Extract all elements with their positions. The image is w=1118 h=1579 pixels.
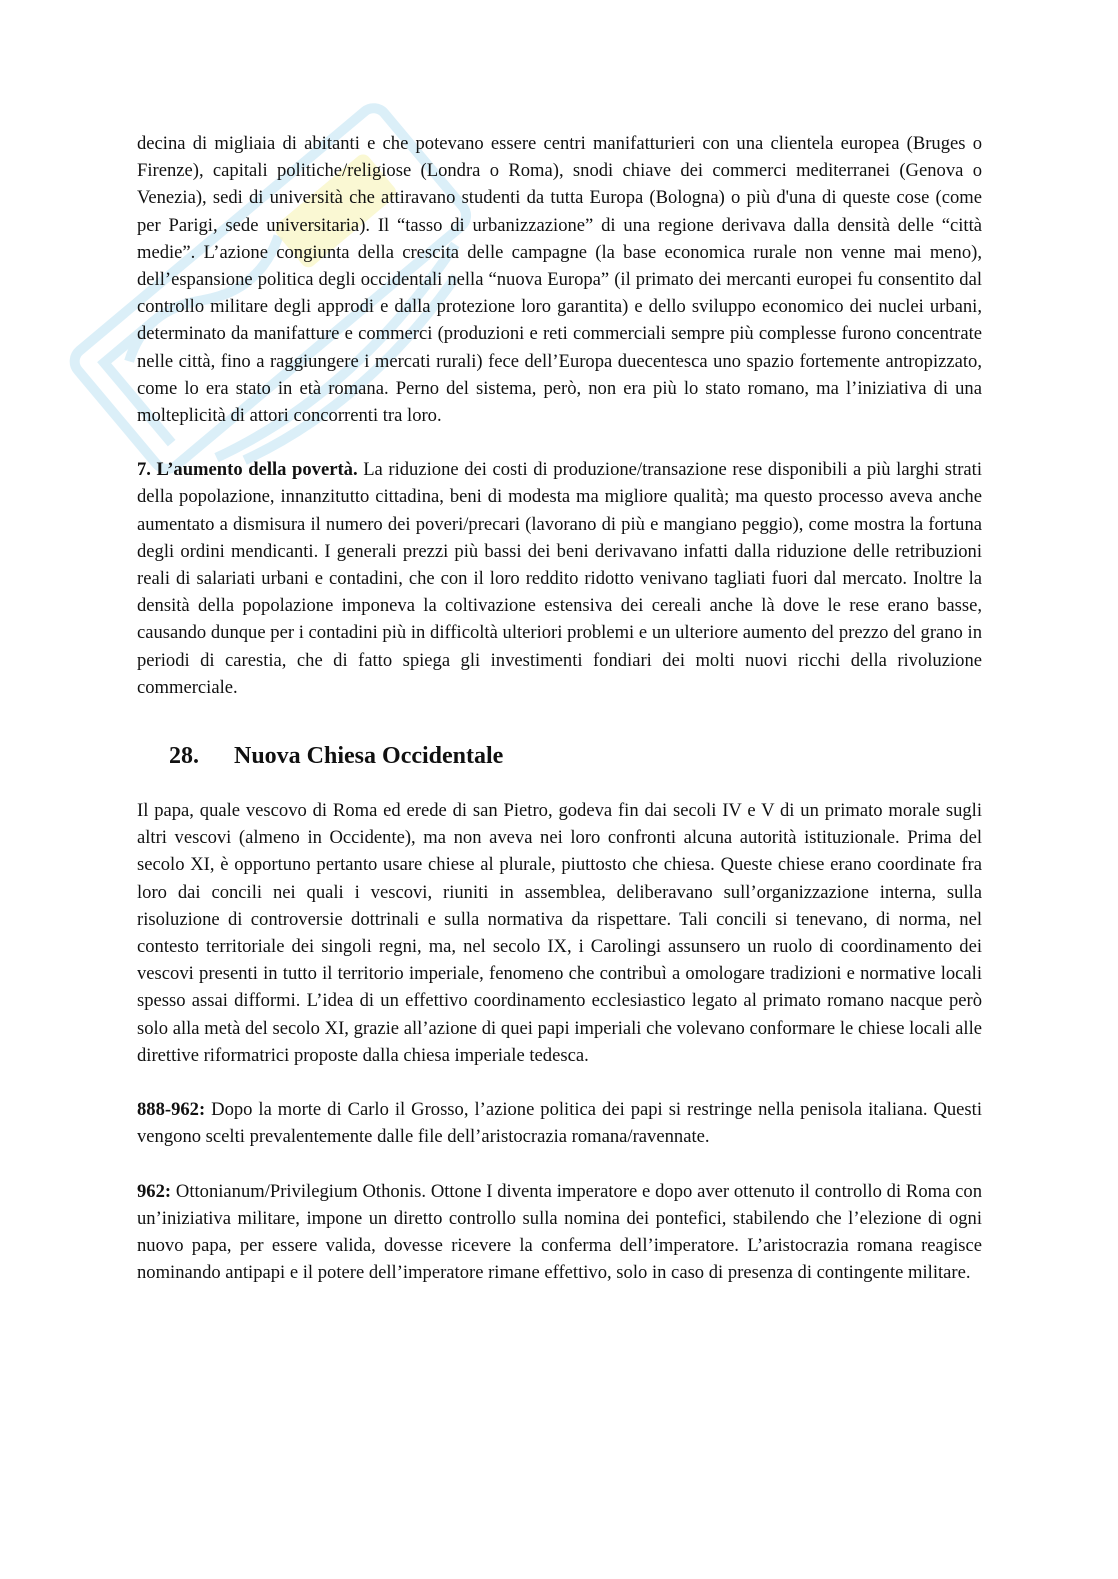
entry-888-962 [137,1096,982,1150]
entry-text: Ottonianum/Privilegium Othonis. Ottone I diventa imperatore e dopo aver ottenuto il controllo di Roma con un’iniziativa militare, impone un diretto controllo sulla nomina dei pontefici, stabilendo che l’elezione di ogni nuovo papa, per essere valida, dovesse ricevere la conferma dell’imperatore. L’aristocrazia romana reagisce nominando antipapi e il potere dell’imperatore rimane effettivo, solo in caso di presenza di contingente militare. [137,1180,982,1284]
chapter-heading [137,741,982,771]
chapter-intro-paragraph: Il papa, quale vescovo di Roma ed erede di san Pietro, godeva fin dai secoli IV e V di un primato morale sugli altri vescovi (almeno in Occidente), ma non aveva nei loro confronti alcuna autorità istituzionale. Prima del secolo XI, è opportuno pertanto usare chiese al plurale, piuttosto che chiesa. Queste chiese erano coordinate fra loro dai concili nei quali i vescovi, riuniti in assemblea, deliberavano sull’organizzazione interna, sulla risoluzione di controversie dottrinali e sulla normativa da rispettare. Tali concili si tenevano, di norma, nel contesto territoriale dei singoli regni, ma, nel secolo IX, i Carolingi assunsero un ruolo di coordinamento dei vescovi presenti in tutto il territorio imperiale, fenomeno che contribuì a omologare tradizioni e normative locali spesso assai difformi. L’idea di un effettivo coordinamento ecclesiastico legato al primato romano nacque però solo alla metà del secolo XI, grazie all’azione di quei papi imperiali che volevano conformare le chiese locali alle direttive riformatrici proposte dalla chiesa imperiale tedesca. [137,800,982,1066]
paragraph-urbanizzazione: decina di migliaia di abitanti e che potevano essere centri manifatturieri con una clientela europea (Bruges o Firenze), capitali politiche/religiose (Londra o Roma), snodi chiave dei commerci mediterranei (Genova o Venezia), sedi di università che attiravano studenti da tutta Europa (Bologna) o più d'una di queste cose (come per Parigi, sede universitaria). Il “tasso di urbanizzazione” di una regione derivava dalla densità delle “città medie”. L’azione congiunta della crescita delle campagne (la base economica rurale non venne mai meno), dell’espansione politica degli occidentali nella “nuova Europa” (il primato dei mercanti europei fu consentito dal controllo militare degli approdi e dalla protezione loro garantita) e dello sviluppo economico dei nuclei urbani, determinato da manifatture e commerci (produzioni e reti commerciali sempre più complesse furono concentrate nelle città, fino a raggiungere i mercati rurali) fece dell’Europa duecentesca uno spazio fortemente antropizzato, come lo era stato in età romana. Perno del sistema, però, non era più lo stato romano, ma l’iniziativa di una molteplicità di attori concorrenti tra loro. [137,133,982,427]
entry-962 [137,1178,982,1287]
chapter-title: Nuova Chiesa Occidentale [234,743,504,770]
chapter-number: 28. [169,743,199,770]
entry-text: Dopo la morte di Carlo il Grosso, l’azione politica dei papi si restringe nella penisola italiana. Questi vengono scelti prevalentemente dalle file dell’aristocrazia romana/ravennate. [137,1099,982,1148]
document-page [137,130,982,1286]
section-7-title: 7. L’aumento della povertà. [137,459,358,481]
section-7-paragraph [137,456,982,701]
section-7-text: La riduzione dei costi di produzione/transazione rese disponibili a più larghi strati della popolazione, innanzitutto cittadina, beni di modesta ma migliore qualità; ma questo processo aveva anche aumentato a dismisura il numero dei poveri/precari (lavorano di più e mangiano peggio), come mostra la fortuna degli ordini mendicanti. I generali prezzi più bassi dei beni derivavano infatti dalla riduzione delle retribuzioni reali di salariati urbani e contadini, che con il loro reddito ridotto venivano tagliati fuori dal mercato. Inoltre la densità della popolazione imponeva la coltivazione estensiva dei cereali anche là dove le rese erano basse, causando dunque per i contadini più in difficoltà ulteriori problemi e un ulteriore aumento del prezzo del grano in periodi di carestia, che di fatto spiega gli investimenti fondiari dei molti nuovi ricchi della rivoluzione commerciale. [137,459,982,698]
entry-date: 962: [137,1180,172,1202]
entry-date: 888-962: [137,1099,206,1121]
